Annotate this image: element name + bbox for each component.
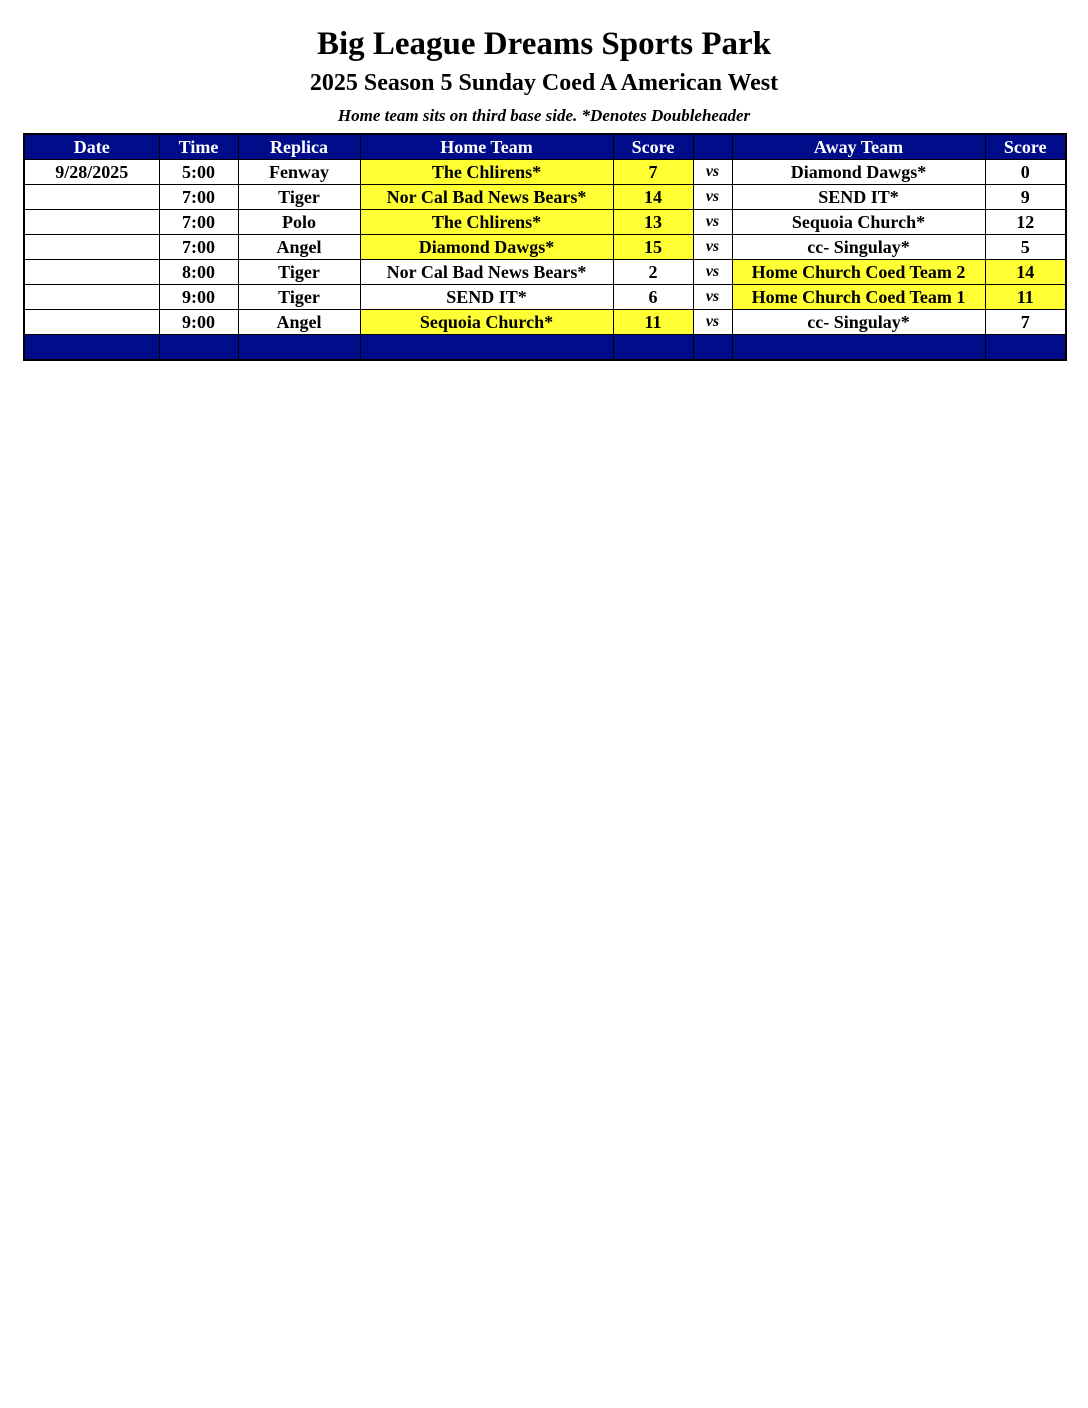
cell-vs: vs [693, 285, 732, 310]
footer-cell [613, 335, 693, 361]
cell-home-team: The Chlirens* [360, 160, 613, 185]
cell-away-team: Diamond Dawgs* [732, 160, 985, 185]
cell-home-team: Sequoia Church* [360, 310, 613, 335]
cell-away-team: Home Church Coed Team 1 [732, 285, 985, 310]
cell-home-team: Diamond Dawgs* [360, 235, 613, 260]
cell-vs: vs [693, 185, 732, 210]
table-footer-row [24, 335, 1066, 361]
cell-home-team: Nor Cal Bad News Bears* [360, 260, 613, 285]
cell-away-team: cc- Singulay* [732, 235, 985, 260]
cell-replica: Tiger [238, 285, 360, 310]
page-title: Big League Dreams Sports Park [316, 26, 772, 62]
cell-time: 7:00 [159, 235, 238, 260]
cell-date [24, 185, 159, 210]
cell-replica: Angel [238, 310, 360, 335]
schedule-table [23, 133, 1067, 361]
col-header-home-score: Score [613, 134, 693, 160]
cell-home-score: 11 [613, 310, 693, 335]
cell-replica: Tiger [238, 260, 360, 285]
cell-date [24, 260, 159, 285]
cell-away-score: 7 [985, 310, 1066, 335]
cell-time: 8:00 [159, 260, 238, 285]
games-body [24, 160, 1066, 335]
table-row [24, 285, 1066, 310]
table-row [24, 235, 1066, 260]
cell-away-team: cc- Singulay* [732, 310, 985, 335]
cell-away-score: 0 [985, 160, 1066, 185]
cell-away-score: 5 [985, 235, 1066, 260]
table-row [24, 210, 1066, 235]
cell-away-team: SEND IT* [732, 185, 985, 210]
table-row [24, 160, 1066, 185]
col-header-date: Date [24, 134, 159, 160]
col-header-time: Time [159, 134, 238, 160]
cell-home-score: 2 [613, 260, 693, 285]
footer-cell [693, 335, 732, 361]
cell-date [24, 235, 159, 260]
cell-home-team: The Chlirens* [360, 210, 613, 235]
cell-home-team: Nor Cal Bad News Bears* [360, 185, 613, 210]
cell-vs: vs [693, 210, 732, 235]
cell-replica: Angel [238, 235, 360, 260]
col-header-vs [693, 134, 732, 160]
cell-replica: Tiger [238, 185, 360, 210]
cell-date: 9/28/2025 [24, 160, 159, 185]
cell-home-score: 14 [613, 185, 693, 210]
cell-away-score: 11 [985, 285, 1066, 310]
cell-vs: vs [693, 235, 732, 260]
footer-cell [360, 335, 613, 361]
cell-home-score: 7 [613, 160, 693, 185]
cell-home-score: 13 [613, 210, 693, 235]
cell-vs: vs [693, 160, 732, 185]
cell-time: 7:00 [159, 210, 238, 235]
cell-vs: vs [693, 260, 732, 285]
cell-date [24, 210, 159, 235]
cell-replica: Polo [238, 210, 360, 235]
page-subtitle: 2025 Season 5 Sunday Coed A American West [309, 70, 779, 96]
footer-cell [238, 335, 360, 361]
cell-away-score: 12 [985, 210, 1066, 235]
col-header-away-score: Score [985, 134, 1066, 160]
footer-cell [732, 335, 985, 361]
col-header-home-team: Home Team [360, 134, 613, 160]
cell-vs: vs [693, 310, 732, 335]
cell-home-team: SEND IT* [360, 285, 613, 310]
footer-cell [24, 335, 159, 361]
footer-cell [985, 335, 1066, 361]
cell-date [24, 310, 159, 335]
cell-away-score: 14 [985, 260, 1066, 285]
col-header-away-team: Away Team [732, 134, 985, 160]
cell-time: 9:00 [159, 310, 238, 335]
cell-away-team: Sequoia Church* [732, 210, 985, 235]
cell-home-score: 15 [613, 235, 693, 260]
cell-date [24, 285, 159, 310]
cell-away-score: 9 [985, 185, 1066, 210]
col-header-replica: Replica [238, 134, 360, 160]
cell-time: 9:00 [159, 285, 238, 310]
table-row [24, 260, 1066, 285]
table-row [24, 310, 1066, 335]
doubleheader-note: Home team sits on third base side. *Denotes Doubleheader [337, 106, 751, 125]
table-row [24, 185, 1066, 210]
cell-time: 5:00 [159, 160, 238, 185]
cell-time: 7:00 [159, 185, 238, 210]
footer-cell [159, 335, 238, 361]
table-header-row [24, 134, 1066, 160]
cell-away-team: Home Church Coed Team 2 [732, 260, 985, 285]
cell-replica: Fenway [238, 160, 360, 185]
cell-home-score: 6 [613, 285, 693, 310]
